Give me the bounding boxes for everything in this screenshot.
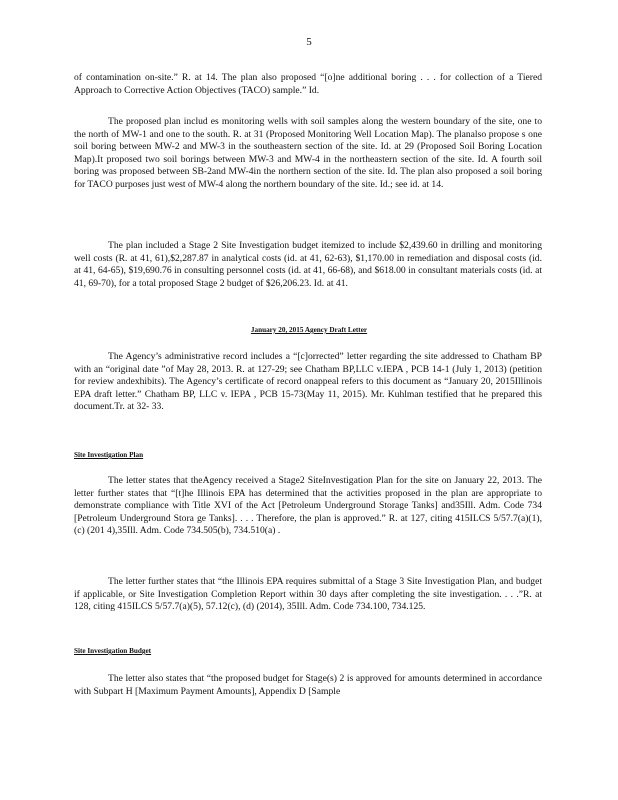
heading-site-investigation-budget: Site Investigation Budget [74,647,152,655]
paragraph-2: The proposed plan includ es monitoring wells with soil samples along the western boundary of the site, one to the north of MW-1 and one to the south. R. at 31 (Proposed Monitoring Well Location Map). The planalso propose s one soil boring between MW-2 and MW-3 in the southeastern section of the site. Id. at 29 (Proposed Soil Boring Location Map).It proposed two soil borings between MW-3 and MW-4 in the northeastern section of the site. Id. A fourth soil boring was proposed between SB-2and MW-4in the northern section of the site. Id. The plan also proposed a soil boring for TACO purposes just west of MW-4 along the northern boundary of the site. Id.; see id. at 14. [74,116,542,190]
heading-draft-letter: January 20, 2015 Agency Draft Letter [250,326,368,334]
page-number: 5 [306,36,312,48]
paragraph-6: The letter further states that “the Illinois EPA requires submittal of a Stage 3 Site Investigation Plan, and budget if applicable, or Site Investigation Completion Report within 30 days after completing the site investigation. . . .”R. at 128, citing 415ILCS 5/57.7(a)(5), 57.12(c), (d) (2014), 35Ill. Adm. Code 734.100, 734.125. [74,576,542,613]
heading-site-investigation-plan: Site Investigation Plan [74,451,144,459]
paragraph-7: The letter also states that “the proposed budget for Stage(s) 2 is approved for amounts determined in accordance with Subpart H [Maximum Payment Amounts], Appendix D [Sample [74,673,542,697]
paragraph-3: The plan included a Stage 2 Site Investigation budget itemized to include $2,439.60 in drilling and monitoring well costs (R. at 41, 61),$2,287.87 in analytical costs (id. at 41, 62-63), $1,170.00 in remediation and disposal costs (id. at 41, 64-65), $19,690.76 in consulting personnel costs (id. at 41, 66-68), and $618.00 in consultant materials costs (id. at 41, 69-70), for a total proposed Stage 2 budget of $26,206.23. Id. at 41. [74,240,542,289]
paragraph-4: The Agency’s administrative record includes a “[c]orrected” letter regarding the site addressed to Chatham BP with an “original date ”of May 28, 2013. R. at 127-29; see Chatham BP,LLC v.IEPA , PCB 14-1 (July 1, 2013) (petition for review andexhibits). The Agency’s certificate of record onappeal refers to this document as “January 20, 2015Illinois EPA draft letter.” Chatham BP, LLC v. IEPA , PCB 15-73(May 11, 2015). Mr. Kuhlman testified that he prepared this document.Tr. at 32- 33. [74,351,542,413]
paragraph-1: of contamination on-site.” R. at 14. The plan also proposed “[o]ne additional boring . . . for collection of a Tiered Approach to Corrective Action Objectives (TACO) sample.” Id. [74,72,542,96]
paragraph-5: The letter states that theAgency received a Stage2 SiteInvestigation Plan for the site on January 22, 2013. The letter further states that “[t]he Illinois EPA has determined that the activities proposed in the plan are appropriate to demonstrate compliance with Title XVI of the Act [Petroleum Underground Storage Tanks] and35Ill. Adm. Code 734 [Petroleum Underground Stora ge Tanks]. . . . Therefore, the plan is approved.” R. at 127, citing 415ILCS 5/57.7(a)(1), (c) (201 4),35Ill. Adm. Code 734.505(b), 734.510(a) . [74,475,542,537]
